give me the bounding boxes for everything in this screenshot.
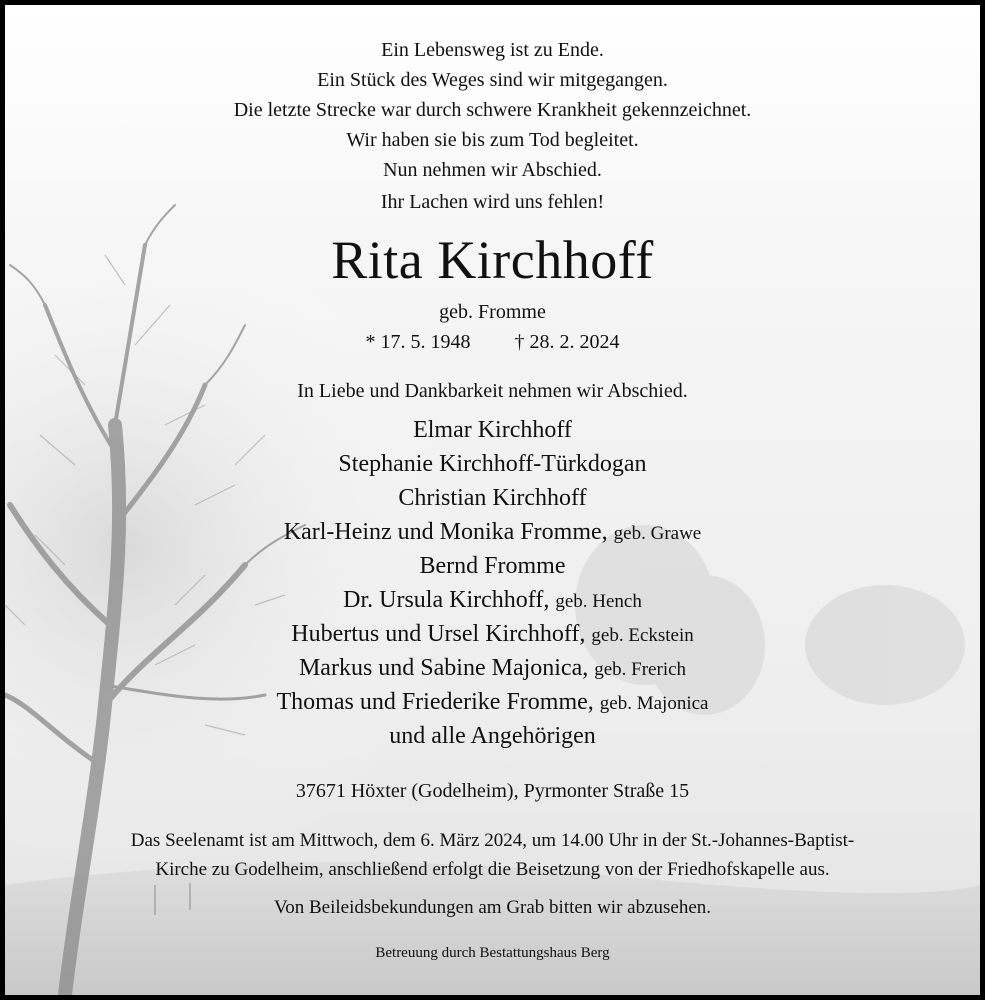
life-dates	[5, 331, 980, 354]
poem-line-3: Die letzte Strecke war durch schwere Krankheit gekennzeichnet.	[233, 99, 752, 121]
deceased-name: Rita Kirchhoff	[331, 230, 654, 290]
condolence-note: Von Beileidsbekundungen am Grab bitten wir abzusehen.	[273, 897, 712, 918]
mourner-item: Christian Kirchhoff	[398, 485, 587, 511]
poem-line-1: Ein Lebensweg ist zu Ende.	[381, 39, 604, 61]
poem-line-6: Ihr Lachen wird uns fehlen!	[380, 191, 605, 213]
service-line-1: Das Seelenamt ist am Mittwoch, dem 6. März 2024, um 14.00 Uhr in der St.-Johannes-Baptist-	[130, 830, 855, 851]
birth-date: * 17. 5. 1948	[365, 331, 471, 353]
mourner-item: Hubertus und Ursel Kirchhoff, geb. Eckstein	[291, 621, 694, 647]
poem-line-2: Ein Stück des Weges sind wir mitgegangen.	[317, 69, 668, 91]
farewell-line: In Liebe und Dankbarkeit nehmen wir Abschied.	[297, 380, 688, 402]
mourner-item: Thomas und Friederike Fromme, geb. Majonica	[276, 689, 709, 715]
address: 37671 Höxter (Godelheim), Pyrmonter Straße 15	[295, 780, 690, 802]
mourner-item: Markus und Sabine Majonica, geb. Frerich	[298, 655, 687, 681]
poem-line-5: Nun nehmen wir Abschied.	[383, 159, 602, 181]
mourner-item: Dr. Ursula Kirchhoff, geb. Hench	[343, 587, 642, 613]
mourner-item: Bernd Fromme	[419, 553, 566, 579]
death-date: † 28. 2. 2024	[514, 331, 620, 353]
notice-text	[5, 5, 980, 995]
poem-line-4: Wir haben sie bis zum Tod begleitet.	[346, 129, 639, 151]
birth-name: geb. Fromme	[439, 301, 546, 323]
service-line-2: Kirche zu Godelheim, anschließend erfolgt die Beisetzung von der Friedhofskapelle aus.	[155, 859, 830, 880]
mourner-item: Stephanie Kirchhoff-Türkdogan	[338, 451, 647, 477]
funeral-home-credit: Betreuung durch Bestattungshaus Berg	[375, 945, 610, 961]
mourner-item: und alle Angehörigen	[389, 723, 596, 749]
mourner-item: Elmar Kirchhoff	[413, 417, 572, 443]
mourner-item: Karl-Heinz und Monika Fromme, geb. Grawe	[283, 519, 702, 545]
